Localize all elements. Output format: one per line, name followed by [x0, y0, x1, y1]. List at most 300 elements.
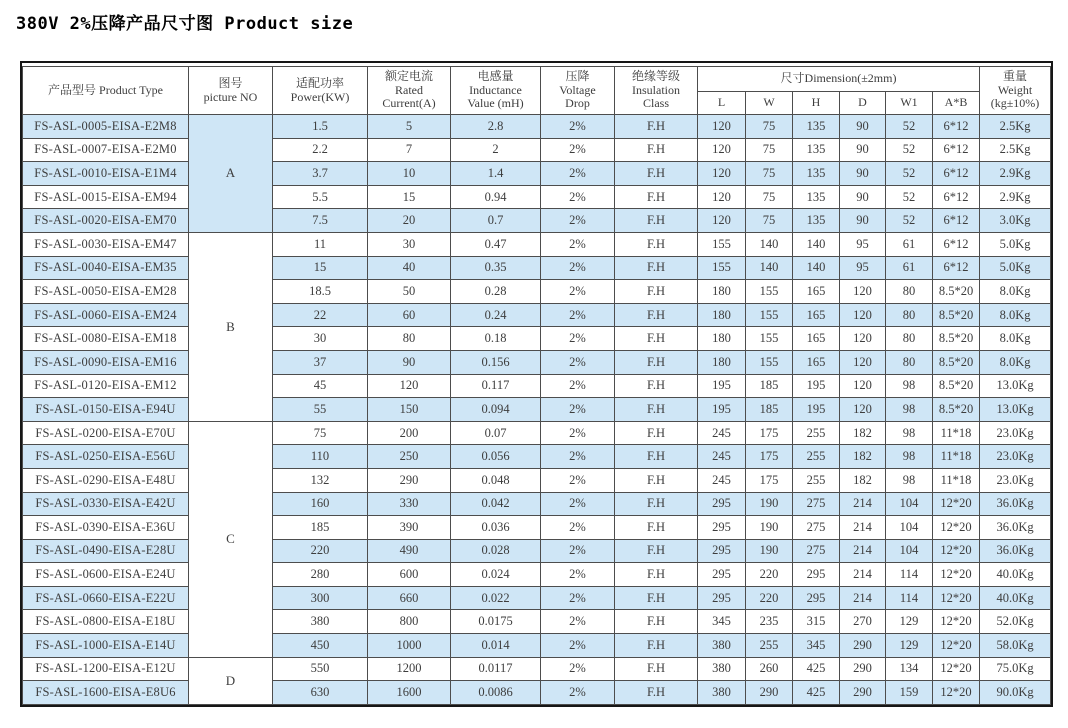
header-voltage-drop-en2: Drop — [565, 96, 590, 111]
dim-l-cell: 120 — [698, 162, 746, 186]
dim-w-cell: 155 — [746, 303, 793, 327]
table-row — [23, 563, 1051, 587]
weight-cell: 75.0Kg — [980, 657, 1051, 681]
picture-no-cell: A — [189, 115, 273, 233]
power-cell: 300 — [273, 586, 368, 610]
power-cell: 450 — [273, 634, 368, 658]
insulation-cell: F.H — [615, 398, 698, 422]
dim-ab-cell: 12*20 — [933, 610, 980, 634]
product-code-cell: FS-ASL-0080-EISA-EM18 — [23, 327, 189, 351]
header-dim-w1: W1 — [886, 92, 933, 115]
inductance-cell: 0.048 — [451, 468, 541, 492]
insulation-cell: F.H — [615, 421, 698, 445]
dim-w-cell: 155 — [746, 280, 793, 304]
inductance-cell: 0.7 — [451, 209, 541, 233]
weight-cell: 23.0Kg — [980, 421, 1051, 445]
dim-h-cell: 255 — [793, 468, 840, 492]
dim-d-cell: 120 — [840, 303, 886, 327]
current-cell: 20 — [368, 209, 451, 233]
power-cell: 185 — [273, 516, 368, 540]
dim-h-cell: 275 — [793, 516, 840, 540]
dim-h-cell: 315 — [793, 610, 840, 634]
weight-cell: 36.0Kg — [980, 516, 1051, 540]
dim-w-cell: 75 — [746, 138, 793, 162]
product-code-cell: FS-ASL-0050-EISA-EM28 — [23, 280, 189, 304]
inductance-cell: 0.0117 — [451, 657, 541, 681]
dim-w-cell: 155 — [746, 350, 793, 374]
weight-cell: 2.9Kg — [980, 185, 1051, 209]
dim-h-cell: 135 — [793, 138, 840, 162]
voltage-drop-cell: 2% — [541, 185, 615, 209]
table-row — [23, 327, 1051, 351]
power-cell: 160 — [273, 492, 368, 516]
dim-ab-cell: 6*12 — [933, 138, 980, 162]
voltage-drop-cell: 2% — [541, 421, 615, 445]
dim-ab-cell: 6*12 — [933, 185, 980, 209]
dim-d-cell: 182 — [840, 445, 886, 469]
voltage-drop-cell: 2% — [541, 115, 615, 139]
insulation-cell: F.H — [615, 162, 698, 186]
picture-no-cell: D — [189, 657, 273, 704]
dim-w-cell: 190 — [746, 492, 793, 516]
weight-cell: 2.9Kg — [980, 162, 1051, 186]
power-cell: 3.7 — [273, 162, 368, 186]
power-cell: 30 — [273, 327, 368, 351]
dim-d-cell: 290 — [840, 634, 886, 658]
insulation-cell: F.H — [615, 327, 698, 351]
current-cell: 1000 — [368, 634, 451, 658]
dim-l-cell: 180 — [698, 280, 746, 304]
current-cell: 40 — [368, 256, 451, 280]
dim-w-cell: 255 — [746, 634, 793, 658]
dim-l-cell: 120 — [698, 209, 746, 233]
table-row — [23, 586, 1051, 610]
dim-d-cell: 214 — [840, 586, 886, 610]
insulation-cell: F.H — [615, 634, 698, 658]
voltage-drop-cell: 2% — [541, 209, 615, 233]
table-row — [23, 256, 1051, 280]
voltage-drop-cell: 2% — [541, 586, 615, 610]
table-row — [23, 468, 1051, 492]
dim-l-cell: 180 — [698, 327, 746, 351]
weight-cell: 40.0Kg — [980, 586, 1051, 610]
dim-w1-cell: 61 — [886, 256, 933, 280]
inductance-cell: 2.8 — [451, 115, 541, 139]
dim-l-cell: 295 — [698, 516, 746, 540]
weight-cell: 52.0Kg — [980, 610, 1051, 634]
current-cell: 80 — [368, 327, 451, 351]
product-code-cell: FS-ASL-0250-EISA-E56U — [23, 445, 189, 469]
dim-w1-cell: 104 — [886, 516, 933, 540]
dim-l-cell: 195 — [698, 398, 746, 422]
dim-d-cell: 182 — [840, 468, 886, 492]
voltage-drop-cell: 2% — [541, 162, 615, 186]
product-code-cell: FS-ASL-1000-EISA-E14U — [23, 634, 189, 658]
dim-h-cell: 195 — [793, 374, 840, 398]
header-dim-ab: A*B — [933, 92, 980, 115]
table-body — [23, 115, 1051, 705]
dim-ab-cell: 8.5*20 — [933, 280, 980, 304]
dim-ab-cell: 12*20 — [933, 563, 980, 587]
table-row — [23, 421, 1051, 445]
table-row — [23, 516, 1051, 540]
dim-ab-cell: 6*12 — [933, 232, 980, 256]
dim-h-cell: 140 — [793, 232, 840, 256]
voltage-drop-cell: 2% — [541, 492, 615, 516]
dim-w1-cell: 98 — [886, 421, 933, 445]
voltage-drop-cell: 2% — [541, 232, 615, 256]
header-rated-current — [368, 67, 451, 115]
insulation-cell: F.H — [615, 232, 698, 256]
dim-d-cell: 95 — [840, 232, 886, 256]
dim-w1-cell: 114 — [886, 586, 933, 610]
product-code-cell: FS-ASL-0490-EISA-E28U — [23, 539, 189, 563]
power-cell: 550 — [273, 657, 368, 681]
product-code-cell: FS-ASL-0390-EISA-E36U — [23, 516, 189, 540]
voltage-drop-cell: 2% — [541, 303, 615, 327]
dim-w1-cell: 52 — [886, 115, 933, 139]
dim-h-cell: 135 — [793, 115, 840, 139]
dim-w1-cell: 98 — [886, 398, 933, 422]
dim-w1-cell: 129 — [886, 610, 933, 634]
dim-l-cell: 295 — [698, 539, 746, 563]
dim-ab-cell: 8.5*20 — [933, 398, 980, 422]
header-power-zh: 适配功率 — [295, 75, 344, 90]
table-row — [23, 138, 1051, 162]
product-code-cell: FS-ASL-1200-EISA-E12U — [23, 657, 189, 681]
dim-h-cell: 425 — [793, 657, 840, 681]
picture-no-cell: B — [189, 232, 273, 421]
header-product-type: 产品型号 Product Type — [23, 67, 189, 115]
voltage-drop-cell: 2% — [541, 374, 615, 398]
current-cell: 660 — [368, 586, 451, 610]
power-cell: 380 — [273, 610, 368, 634]
dim-l-cell: 120 — [698, 185, 746, 209]
weight-cell: 23.0Kg — [980, 445, 1051, 469]
dim-w1-cell: 80 — [886, 327, 933, 351]
picture-no-cell: C — [189, 421, 273, 657]
current-cell: 7 — [368, 138, 451, 162]
table-header — [23, 67, 1051, 115]
header-inductance-en2: Value (mH) — [467, 96, 524, 111]
current-cell: 5 — [368, 115, 451, 139]
inductance-cell: 1.4 — [451, 162, 541, 186]
voltage-drop-cell: 2% — [541, 256, 615, 280]
table-row — [23, 185, 1051, 209]
dim-h-cell: 275 — [793, 539, 840, 563]
weight-cell: 2.5Kg — [980, 138, 1051, 162]
header-weight-en2: (kg±10%) — [990, 96, 1040, 111]
inductance-cell: 0.014 — [451, 634, 541, 658]
dim-h-cell: 165 — [793, 280, 840, 304]
dim-w1-cell: 134 — [886, 657, 933, 681]
table-row — [23, 374, 1051, 398]
weight-cell: 8.0Kg — [980, 327, 1051, 351]
header-dim-d: D — [840, 92, 886, 115]
product-code-cell: FS-ASL-0010-EISA-E1M4 — [23, 162, 189, 186]
inductance-cell: 0.056 — [451, 445, 541, 469]
dim-w-cell: 175 — [746, 445, 793, 469]
product-code-cell: FS-ASL-0150-EISA-E94U — [23, 398, 189, 422]
power-cell: 2.2 — [273, 138, 368, 162]
inductance-cell: 0.156 — [451, 350, 541, 374]
dim-ab-cell: 12*20 — [933, 516, 980, 540]
dim-w-cell: 140 — [746, 232, 793, 256]
page-title: 380V 2%压降产品尺寸图 Product size — [16, 14, 354, 34]
dim-ab-cell: 12*20 — [933, 586, 980, 610]
product-code-cell: FS-ASL-0060-EISA-EM24 — [23, 303, 189, 327]
dim-ab-cell: 11*18 — [933, 421, 980, 445]
insulation-cell: F.H — [615, 350, 698, 374]
dim-l-cell: 120 — [698, 138, 746, 162]
weight-cell: 36.0Kg — [980, 539, 1051, 563]
table-row — [23, 303, 1051, 327]
dim-d-cell: 120 — [840, 350, 886, 374]
header-weight — [980, 67, 1051, 115]
product-code-cell: FS-ASL-1600-EISA-E8U6 — [23, 681, 189, 705]
weight-cell: 8.0Kg — [980, 280, 1051, 304]
dim-w1-cell: 61 — [886, 232, 933, 256]
dim-ab-cell: 8.5*20 — [933, 374, 980, 398]
current-cell: 800 — [368, 610, 451, 634]
weight-cell: 8.0Kg — [980, 303, 1051, 327]
dim-ab-cell: 8.5*20 — [933, 303, 980, 327]
power-cell: 37 — [273, 350, 368, 374]
table-row — [23, 657, 1051, 681]
dim-l-cell: 345 — [698, 610, 746, 634]
table-row — [23, 681, 1051, 705]
table-row — [23, 115, 1051, 139]
current-cell: 250 — [368, 445, 451, 469]
current-cell: 1200 — [368, 657, 451, 681]
dim-w1-cell: 80 — [886, 303, 933, 327]
current-cell: 600 — [368, 563, 451, 587]
dim-h-cell: 165 — [793, 350, 840, 374]
dim-h-cell: 165 — [793, 327, 840, 351]
inductance-cell: 0.24 — [451, 303, 541, 327]
weight-cell: 2.5Kg — [980, 115, 1051, 139]
header-picture-no-en: picture NO — [203, 89, 258, 104]
table-row — [23, 209, 1051, 233]
dim-d-cell: 90 — [840, 209, 886, 233]
voltage-drop-cell: 2% — [541, 280, 615, 304]
dim-h-cell: 275 — [793, 492, 840, 516]
dim-d-cell: 270 — [840, 610, 886, 634]
power-cell: 45 — [273, 374, 368, 398]
weight-cell: 13.0Kg — [980, 398, 1051, 422]
weight-cell: 13.0Kg — [980, 374, 1051, 398]
dim-w-cell: 220 — [746, 563, 793, 587]
current-cell: 30 — [368, 232, 451, 256]
insulation-cell: F.H — [615, 303, 698, 327]
inductance-cell: 0.28 — [451, 280, 541, 304]
dim-l-cell: 180 — [698, 350, 746, 374]
dim-ab-cell: 12*20 — [933, 681, 980, 705]
power-cell: 22 — [273, 303, 368, 327]
insulation-cell: F.H — [615, 445, 698, 469]
header-dim-h: H — [793, 92, 840, 115]
product-code-cell: FS-ASL-0005-EISA-E2M8 — [23, 115, 189, 139]
dim-h-cell: 345 — [793, 634, 840, 658]
current-cell: 15 — [368, 185, 451, 209]
dim-l-cell: 245 — [698, 445, 746, 469]
dim-d-cell: 182 — [840, 421, 886, 445]
dim-l-cell: 245 — [698, 468, 746, 492]
dim-ab-cell: 6*12 — [933, 162, 980, 186]
weight-cell: 40.0Kg — [980, 563, 1051, 587]
current-cell: 120 — [368, 374, 451, 398]
product-code-cell: FS-ASL-0660-EISA-E22U — [23, 586, 189, 610]
dim-ab-cell: 6*12 — [933, 209, 980, 233]
header-rated-current-en1: Rated — [395, 82, 423, 97]
dim-w-cell: 235 — [746, 610, 793, 634]
dim-l-cell: 180 — [698, 303, 746, 327]
header-picture-no — [189, 67, 273, 115]
dim-h-cell: 195 — [793, 398, 840, 422]
product-code-cell: FS-ASL-0800-EISA-E18U — [23, 610, 189, 634]
inductance-cell: 0.07 — [451, 421, 541, 445]
header-insulation-en1: Insulation — [632, 82, 680, 97]
dim-w-cell: 75 — [746, 185, 793, 209]
voltage-drop-cell: 2% — [541, 516, 615, 540]
inductance-cell: 0.028 — [451, 539, 541, 563]
dim-w1-cell: 104 — [886, 539, 933, 563]
dim-w-cell: 190 — [746, 516, 793, 540]
insulation-cell: F.H — [615, 492, 698, 516]
dim-h-cell: 165 — [793, 303, 840, 327]
insulation-cell: F.H — [615, 516, 698, 540]
power-cell: 5.5 — [273, 185, 368, 209]
weight-cell: 23.0Kg — [980, 468, 1051, 492]
insulation-cell: F.H — [615, 610, 698, 634]
dim-w1-cell: 52 — [886, 138, 933, 162]
inductance-cell: 0.94 — [451, 185, 541, 209]
voltage-drop-cell: 2% — [541, 398, 615, 422]
table-row — [23, 398, 1051, 422]
dim-d-cell: 95 — [840, 256, 886, 280]
dim-h-cell: 425 — [793, 681, 840, 705]
inductance-cell: 0.036 — [451, 516, 541, 540]
dim-d-cell: 90 — [840, 138, 886, 162]
insulation-cell: F.H — [615, 138, 698, 162]
dim-l-cell: 295 — [698, 492, 746, 516]
table-row — [23, 350, 1051, 374]
dim-d-cell: 120 — [840, 398, 886, 422]
dim-ab-cell: 8.5*20 — [933, 350, 980, 374]
table-row — [23, 162, 1051, 186]
dim-ab-cell: 12*20 — [933, 634, 980, 658]
power-cell: 280 — [273, 563, 368, 587]
inductance-cell: 0.35 — [451, 256, 541, 280]
header-power — [273, 67, 368, 115]
dim-w-cell: 140 — [746, 256, 793, 280]
dim-w-cell: 175 — [746, 421, 793, 445]
table-row — [23, 610, 1051, 634]
insulation-cell: F.H — [615, 209, 698, 233]
dim-w1-cell: 52 — [886, 162, 933, 186]
dim-w-cell: 75 — [746, 162, 793, 186]
dim-w-cell: 260 — [746, 657, 793, 681]
header-insulation-en2: Class — [642, 96, 669, 111]
power-cell: 11 — [273, 232, 368, 256]
inductance-cell: 0.024 — [451, 563, 541, 587]
insulation-cell: F.H — [615, 468, 698, 492]
dim-ab-cell: 8.5*20 — [933, 327, 980, 351]
voltage-drop-cell: 2% — [541, 350, 615, 374]
product-code-cell: FS-ASL-0290-EISA-E48U — [23, 468, 189, 492]
dim-l-cell: 380 — [698, 657, 746, 681]
dim-w-cell: 75 — [746, 209, 793, 233]
dim-w-cell: 220 — [746, 586, 793, 610]
dim-w1-cell: 129 — [886, 634, 933, 658]
dim-h-cell: 255 — [793, 421, 840, 445]
power-cell: 1.5 — [273, 115, 368, 139]
product-code-cell: FS-ASL-0020-EISA-EM70 — [23, 209, 189, 233]
table-row — [23, 492, 1051, 516]
inductance-cell: 0.0175 — [451, 610, 541, 634]
dim-h-cell: 255 — [793, 445, 840, 469]
header-rated-current-en2: Current(A) — [382, 96, 436, 111]
dim-d-cell: 214 — [840, 539, 886, 563]
current-cell: 200 — [368, 421, 451, 445]
product-code-cell: FS-ASL-0600-EISA-E24U — [23, 563, 189, 587]
dim-l-cell: 120 — [698, 115, 746, 139]
inductance-cell: 0.18 — [451, 327, 541, 351]
header-voltage-drop — [541, 67, 615, 115]
current-cell: 490 — [368, 539, 451, 563]
current-cell: 330 — [368, 492, 451, 516]
header-dim-w: W — [746, 92, 793, 115]
dim-l-cell: 155 — [698, 256, 746, 280]
dim-d-cell: 290 — [840, 657, 886, 681]
inductance-cell: 0.0086 — [451, 681, 541, 705]
power-cell: 75 — [273, 421, 368, 445]
header-rated-current-zh: 额定电流 — [384, 68, 433, 83]
dim-w-cell: 175 — [746, 468, 793, 492]
dim-w1-cell: 159 — [886, 681, 933, 705]
inductance-cell: 2 — [451, 138, 541, 162]
power-cell: 15 — [273, 256, 368, 280]
product-code-cell: FS-ASL-0007-EISA-E2M0 — [23, 138, 189, 162]
dim-ab-cell: 12*20 — [933, 539, 980, 563]
insulation-cell: F.H — [615, 539, 698, 563]
dim-w1-cell: 52 — [886, 185, 933, 209]
header-inductance — [451, 67, 541, 115]
dim-l-cell: 295 — [698, 586, 746, 610]
power-cell: 18.5 — [273, 280, 368, 304]
current-cell: 10 — [368, 162, 451, 186]
product-code-cell: FS-ASL-0330-EISA-E42U — [23, 492, 189, 516]
dim-l-cell: 195 — [698, 374, 746, 398]
header-row-1 — [23, 67, 1051, 92]
header-dimension: 尺寸Dimension(±2mm) — [698, 67, 980, 92]
dim-d-cell: 120 — [840, 374, 886, 398]
header-weight-zh: 重量 — [1003, 68, 1028, 83]
dim-ab-cell: 11*18 — [933, 445, 980, 469]
dim-w1-cell: 98 — [886, 374, 933, 398]
power-cell: 7.5 — [273, 209, 368, 233]
table-row — [23, 445, 1051, 469]
dim-w1-cell: 98 — [886, 445, 933, 469]
voltage-drop-cell: 2% — [541, 138, 615, 162]
current-cell: 290 — [368, 468, 451, 492]
table-row — [23, 539, 1051, 563]
product-code-cell: FS-ASL-0040-EISA-EM35 — [23, 256, 189, 280]
voltage-drop-cell: 2% — [541, 657, 615, 681]
header-voltage-drop-en1: Voltage — [559, 82, 596, 97]
weight-cell: 90.0Kg — [980, 681, 1051, 705]
dim-w1-cell: 98 — [886, 468, 933, 492]
